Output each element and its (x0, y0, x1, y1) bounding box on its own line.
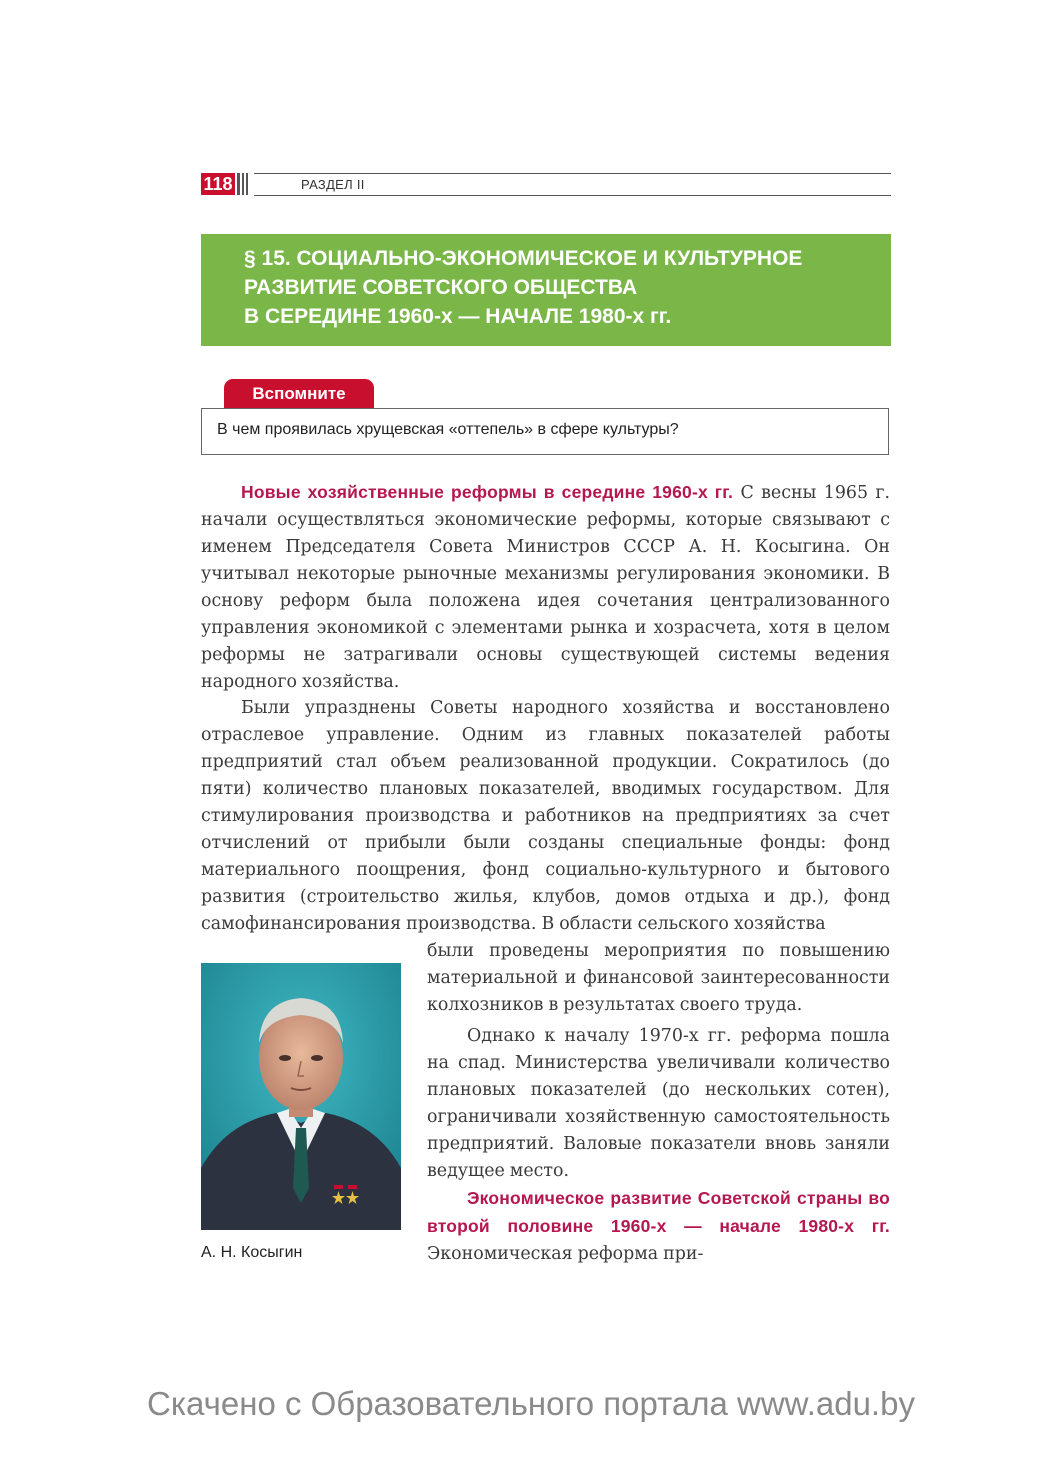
remember-tab: Вспомните (224, 379, 374, 409)
page-number: 118 (201, 173, 235, 195)
chapter-title-box (201, 234, 891, 346)
header-bars (237, 173, 251, 195)
section-label: РАЗДЕЛ II (301, 177, 365, 192)
paragraph-3: Однако к началу 1970-х гг. реформа пошла на спад. Министерства увеличивали количество плановых показателей (до нескольких сотен), ограничивали хозяйственную самостоятельность предприятий. Валовые показатели вновь заняли ведущее место. (427, 1026, 890, 1181)
paragraph-2: Были упразднены Советы народного хозяйства и восстановлено отраслевое управление. Одним из главных показателей работы предприятий стал объем реализованной продукции. Сократилось (до пяти) количество плановых показателей, вводимых государством. Для стимулирования производства и работников на предприятиях за счет отчислений от прибыли были созданы специальные фонды: фонд материального поощрения, фонд социально-культурного и бытового развития (строительство жилья, клубов, домов отдыха и др.), фонд самофинансирования производства. В области сельского хозяйства (201, 698, 890, 934)
paragraph-4-heading: Экономическое развитие Советской страны во второй половине 1960-х — начале 1980-х гг. (427, 1188, 890, 1236)
paragraph-1-heading: Новые хозяйственные реформы в середине 1960-х гг. (241, 482, 734, 502)
chapter-title: § 15. СОЦИАЛЬНО-ЭКОНОМИЧЕСКОЕ И КУЛЬТУРНОЕ РАЗВИТИЕ СОВЕТСКОГО ОБЩЕСТВА В СЕРЕДИНЕ 1960-х — НАЧАЛЕ 1980-х гг. (244, 247, 803, 328)
paragraph-4-text: Экономическая реформа при- (427, 1244, 704, 1264)
portrait-photo (201, 963, 401, 1230)
remember-question: В чем проявилась хрущевская «оттепель» в сфере культуры? (217, 421, 679, 438)
paragraph-1 (201, 479, 890, 696)
paragraph-1-text: С весны 1965 г. начали осуществляться экономические реформы, которые связывают с именем Председателя Совета Министров СССР А. Н. Косыгина. Он учитывал некоторые рыночные механизмы регулирования экономики. В основу реформ была положена идея сочетания централизованного управления экономикой с элементами рынка и хозрасчета, хотя в целом реформы не затрагивали основы существующей системы ведения народного хозяйства. (201, 483, 891, 692)
paragraph-4 (427, 1185, 890, 1268)
download-watermark: Скачено с Образовательного портала www.adu.by (147, 1385, 915, 1422)
paragraph-2-continued: были проведены мероприятия по повышению материальной и финансовой заинтересованности колхозников в результатах своего труда. (427, 941, 890, 1015)
header-rule-top (254, 173, 891, 174)
remember-box (201, 408, 889, 455)
photo-caption: А. Н. Косыгин (201, 1244, 303, 1261)
header-rule-bottom (254, 195, 891, 196)
